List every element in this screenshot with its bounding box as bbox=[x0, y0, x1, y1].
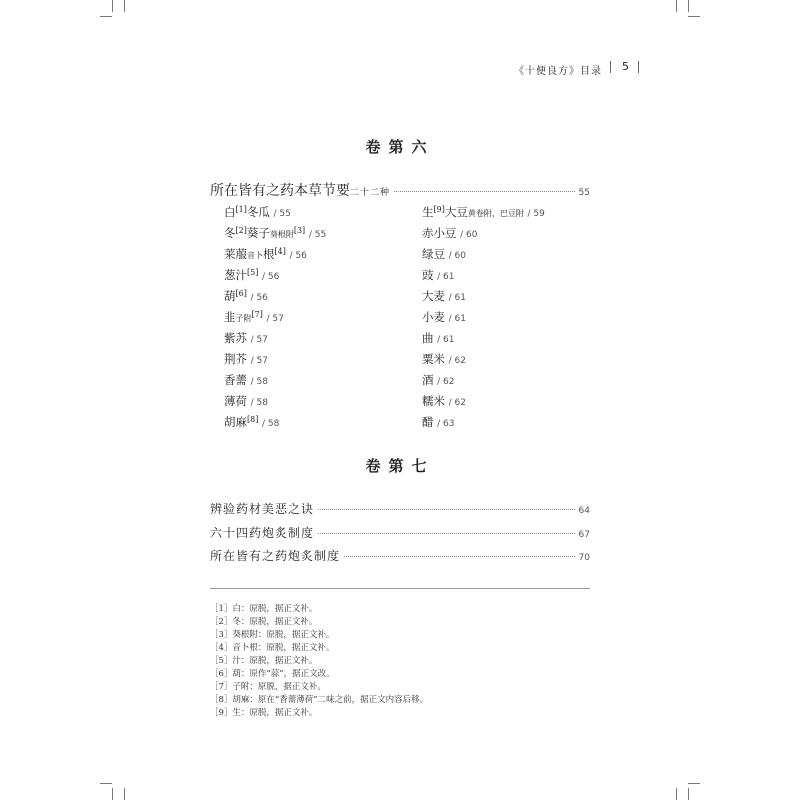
herb-item[interactable]: 绿豆 / 60 bbox=[422, 247, 467, 261]
footnote: ［3］葵根附：原脱，据正文补。 bbox=[210, 630, 335, 640]
crop-mark bbox=[688, 16, 700, 17]
herb-item[interactable]: 胡麻[8] / 58 bbox=[224, 415, 280, 429]
volume-6-title: 卷第六 bbox=[365, 138, 435, 156]
herb-item[interactable]: 荆芥 / 57 bbox=[224, 352, 269, 366]
footnote: ［7］子附：原脱，据正文补。 bbox=[210, 682, 326, 692]
crop-mark bbox=[676, 0, 677, 12]
toc-entry[interactable] bbox=[210, 547, 590, 565]
leader-dots bbox=[394, 191, 575, 192]
page-number: 5 bbox=[622, 60, 629, 73]
toc-entry-page: 67 bbox=[578, 530, 590, 540]
herb-item[interactable]: 韭子附[7] / 57 bbox=[224, 310, 284, 324]
header-separator bbox=[610, 61, 611, 73]
volume-7-title: 卷第七 bbox=[365, 457, 435, 475]
crop-mark bbox=[688, 0, 689, 12]
herb-item[interactable]: 生[9]大豆黄卷附，巴豆附 / 59 bbox=[422, 205, 545, 219]
running-header bbox=[500, 60, 660, 76]
herb-item[interactable]: 葫[6] / 56 bbox=[224, 289, 268, 303]
crop-mark bbox=[112, 788, 113, 800]
leader-dots bbox=[344, 556, 575, 557]
herb-item[interactable]: 小麦 / 61 bbox=[422, 310, 467, 324]
herb-item[interactable]: 香薷 / 58 bbox=[224, 373, 269, 387]
footnote: ［4］音卜根：原脱，据正文补。 bbox=[210, 643, 335, 653]
herb-item[interactable]: 莱菔音卜根[4] / 56 bbox=[224, 247, 307, 261]
crop-mark bbox=[112, 0, 113, 12]
herb-item[interactable]: 白[1]冬瓜 / 55 bbox=[224, 205, 291, 219]
toc-entry[interactable] bbox=[210, 180, 590, 198]
footnote: ［8］胡麻：原在“香薷薄荷”二味之前，据正文内容后移。 bbox=[210, 695, 429, 705]
toc-entry[interactable] bbox=[210, 500, 590, 518]
crop-mark bbox=[676, 788, 677, 800]
crop-mark bbox=[124, 788, 125, 800]
herb-item[interactable]: 冬[2]葵子葵根附[3] / 55 bbox=[224, 226, 327, 240]
toc-entry-title: 六十四药炮炙制度 bbox=[210, 526, 315, 540]
crop-mark bbox=[688, 788, 689, 800]
herb-item[interactable]: 糯米 / 62 bbox=[422, 394, 467, 408]
herb-item[interactable]: 赤小豆 / 60 bbox=[422, 226, 478, 240]
crop-mark bbox=[124, 0, 125, 12]
toc-entry-title: 辨验药材美恶之诀 bbox=[210, 502, 315, 516]
footnote: ［1］白：原脱，据正文补。 bbox=[210, 604, 318, 614]
toc-entry-title: 所在皆有之药本草节要 bbox=[210, 183, 350, 199]
header-separator bbox=[638, 61, 639, 73]
footnote: ［6］葫：原作“蒜”，据正文改。 bbox=[210, 669, 335, 679]
toc-entry-page: 70 bbox=[578, 553, 590, 563]
herb-item[interactable]: 酒 / 62 bbox=[422, 373, 455, 387]
herb-item[interactable]: 紫苏 / 57 bbox=[224, 331, 269, 345]
header-title: 《十便良方》目录 bbox=[514, 66, 602, 77]
toc-entry[interactable] bbox=[210, 524, 590, 542]
leader-dots bbox=[318, 533, 575, 534]
toc-entry-page: 64 bbox=[578, 506, 590, 516]
footnote: ［9］生：原脱，据正文补。 bbox=[210, 708, 318, 718]
toc-entry-note: 二十二种 bbox=[350, 188, 391, 198]
herb-item[interactable]: 粟米 / 62 bbox=[422, 352, 467, 366]
toc-entry-title: 所在皆有之药炮炙制度 bbox=[210, 549, 341, 563]
footnote-rule bbox=[210, 588, 590, 589]
herb-item[interactable]: 曲 / 61 bbox=[422, 331, 455, 345]
footnote: ［2］冬：原脱，据正文补。 bbox=[210, 617, 318, 627]
herb-item[interactable]: 薄荷 / 58 bbox=[224, 394, 269, 408]
herb-item[interactable]: 大麦 / 61 bbox=[422, 289, 467, 303]
herb-item[interactable]: 葱汁[5] / 56 bbox=[224, 268, 280, 282]
leader-dots bbox=[318, 509, 575, 510]
herb-item[interactable]: 醋 / 63 bbox=[422, 415, 455, 429]
herb-item[interactable]: 豉 / 61 bbox=[422, 268, 455, 282]
toc-entry-page: 55 bbox=[578, 188, 590, 198]
crop-mark bbox=[100, 783, 112, 784]
crop-mark bbox=[688, 783, 700, 784]
footnote: ［5］汁：原脱，据正文补。 bbox=[210, 656, 318, 666]
crop-mark bbox=[100, 16, 112, 17]
